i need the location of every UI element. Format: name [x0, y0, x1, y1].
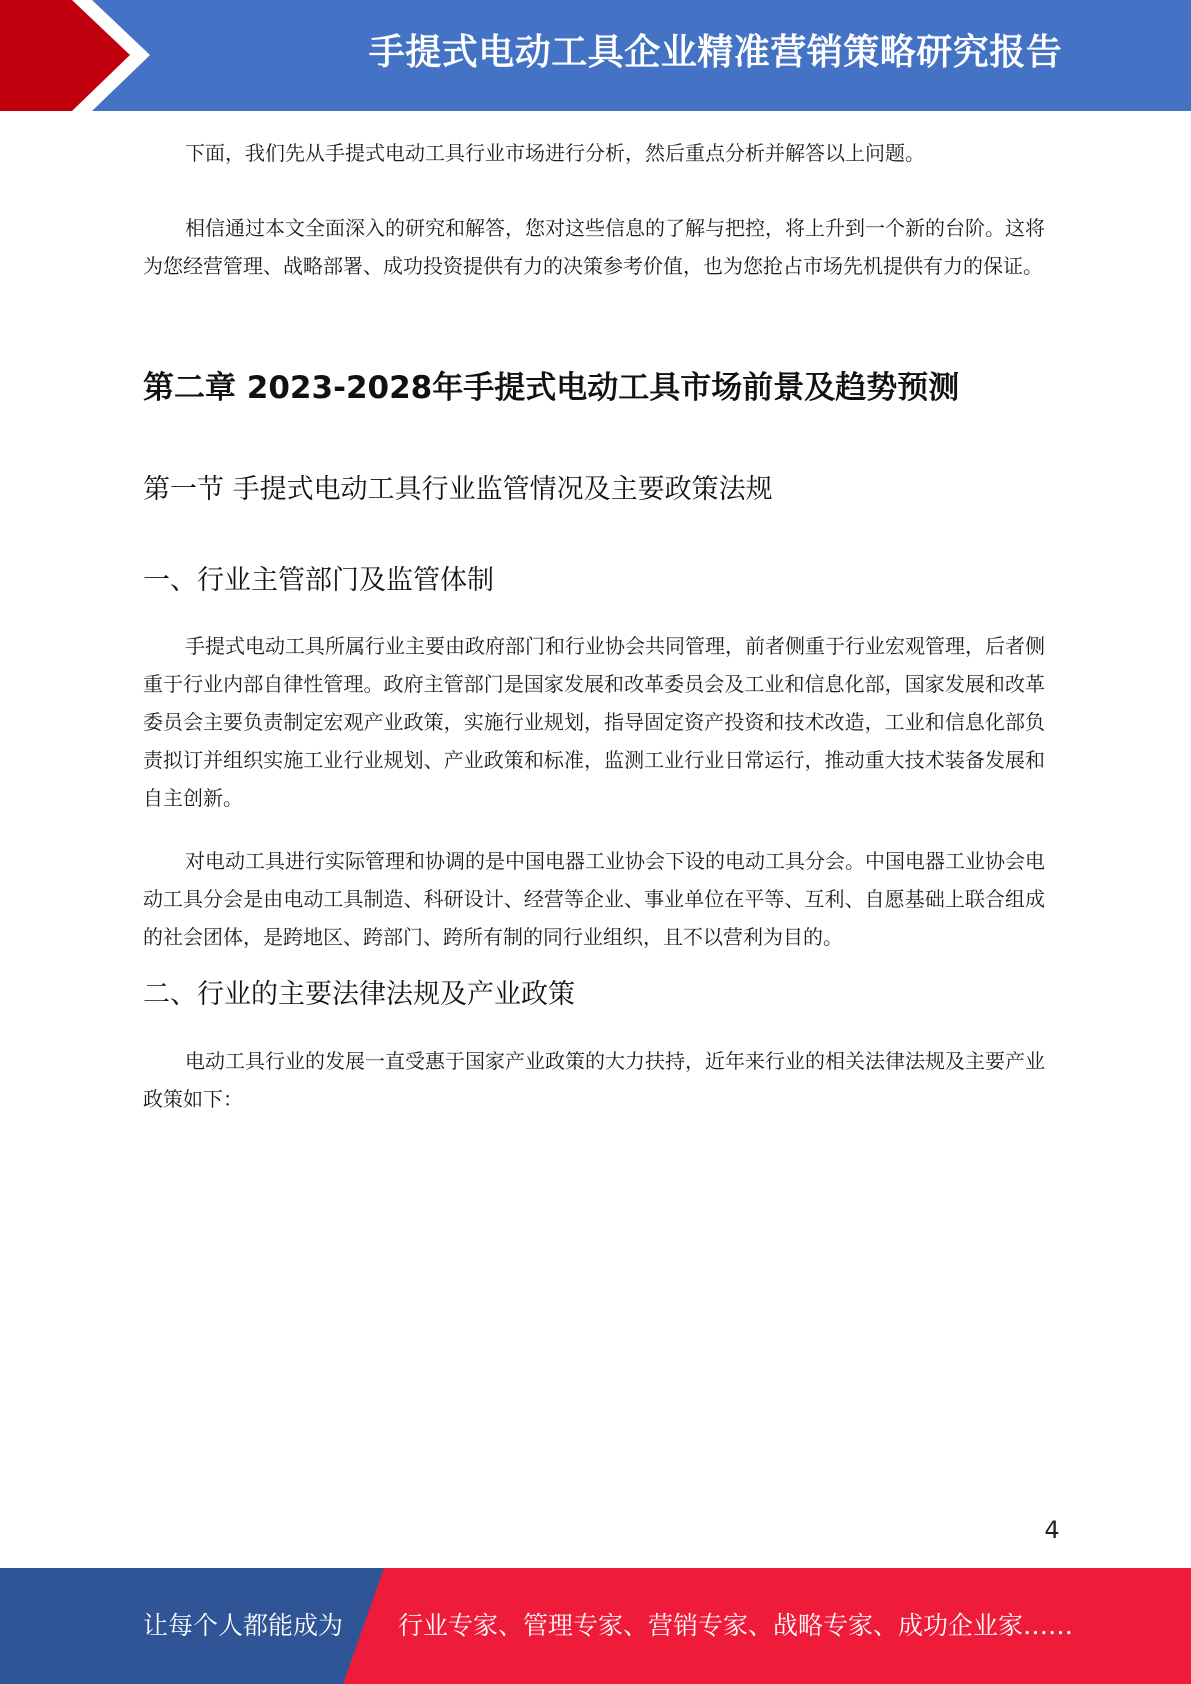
header-title: 手提式电动工具企业精准营销策略研究报告	[368, 32, 1063, 73]
chapter-title: 第二章 2023-2028年手提式电动工具市场前景及趋势预测	[143, 370, 960, 406]
subsection-2-paragraph-1: 电动工具行业的发展一直受惠于国家产业政策的大力扶持，近年来行业的相关法律法规及主要产业政策如下：	[143, 1049, 1045, 1111]
subsection-1-title: 一、行业主管部门及监管体制	[143, 565, 494, 596]
subsection-2-title: 二、行业的主要法律法规及产业政策	[143, 979, 575, 1010]
page-number: 4	[1044, 1516, 1060, 1544]
intro-paragraph-2: 相信通过本文全面深入的研究和解答，您对这些信息的了解与把控，将上升到一个新的台阶。这将为您经营管理、战略部署、成功投资提供有力的决策参考价值，也为您抢占市场先机提供有力的保证。	[143, 216, 1045, 278]
footer-slogan-right: 行业专家、管理专家、营销专家、战略专家、成功企业家……	[398, 1611, 1074, 1640]
page-header	[0, 0, 1191, 111]
subsection-1-paragraph-2: 对电动工具进行实际管理和协调的是中国电器工业协会下设的电动工具分会。中国电器工业协会电动工具分会是由电动工具制造、科研设计、经营等企业、事业单位在平等、互利、自愿基础上联合组成的社会团体，是跨地区、跨部门、跨所有制的同行业组织，且不以营利为目的。	[143, 849, 1045, 949]
section-title: 第一节 手提式电动工具行业监管情况及主要政策法规	[143, 474, 773, 505]
footer-slogan-left: 让每个人都能成为	[143, 1611, 344, 1640]
page-footer	[0, 1568, 1191, 1684]
subsection-1-paragraph-1: 手提式电动工具所属行业主要由政府部门和行业协会共同管理，前者侧重于行业宏观管理，后者侧重于行业内部自律性管理。政府主管部门是国家发展和改革委员会及工业和信息化部，国家发展和改革委员会主要负责制定宏观产业政策，实施行业规划，指导固定资产投资和技术改造，工业和信息化部负责拟订并组织实施工业行业规划、产业政策和标准，监测工业行业日常运行，推动重大技术装备发展和自主创新。	[143, 634, 1045, 810]
intro-paragraph-1: 下面，我们先从手提式电动工具行业市场进行分析，然后重点分析并解答以上问题。	[185, 141, 925, 165]
